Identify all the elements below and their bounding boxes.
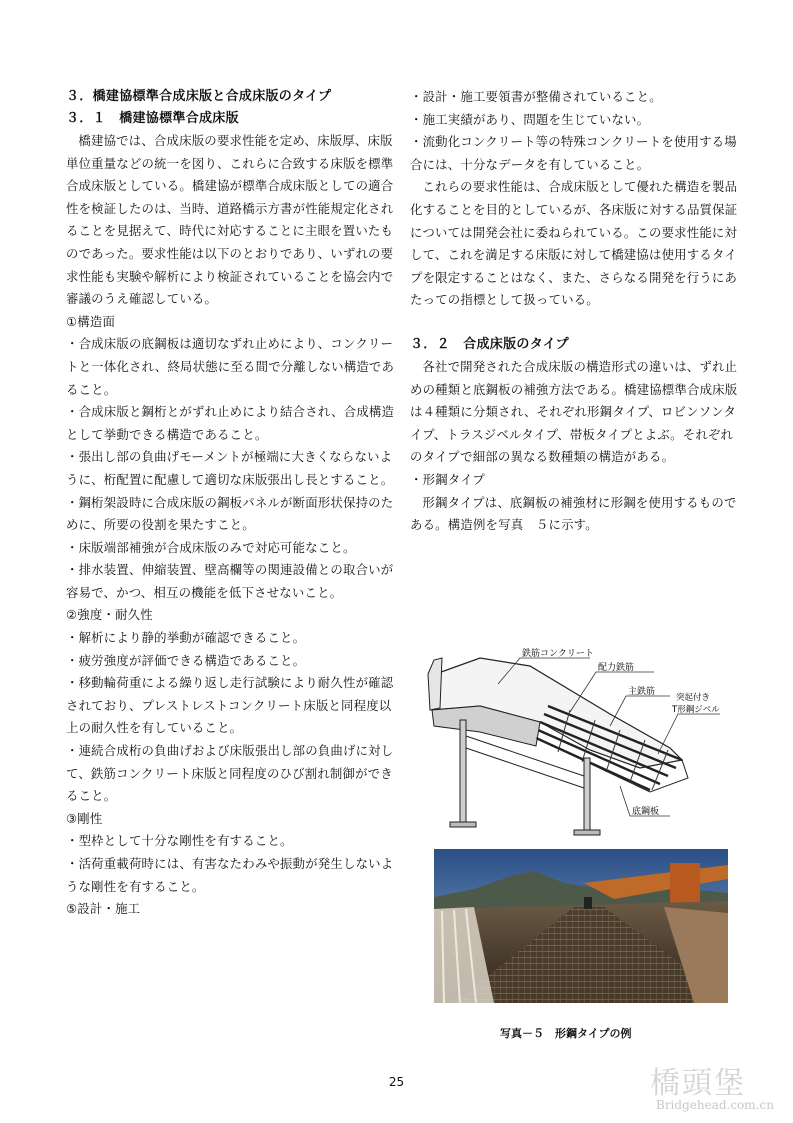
strength-item: ・連続合成桁の負曲げおよび床版張出し部の負曲げに対して、鉄筋コンクリート床版と同程度のひび割れ制御ができること。 <box>66 743 394 804</box>
label-stud-1: 突起付き <box>676 693 711 703</box>
page-number: 25 <box>388 1075 405 1089</box>
label-bottom-plate: 底鋼板 <box>632 807 660 817</box>
right-column <box>410 86 740 537</box>
label-distribution-rebar: 配力鉄筋 <box>598 663 635 673</box>
types-paragraph: 各社で開発された合成床版の構造形式の違いは、ずれ止めの種類と底鋼板の補強方法である。橋建協標準合成床版は４種類に分類され、それぞれ形鋼タイプ、ロビンソンタイプ、トラスジベルタイプ、帯板タイプとよぶ。それぞれのタイプで細部の異なる数種類の構造がある。 <box>410 358 738 465</box>
strength-item: ・疲労強度が評価できる構造であること。 <box>66 652 306 668</box>
structure-item: ・排水装置、伸縮装置、壁高欄等の関連設備との取合いが容易で、かつ、相互の機能を低下させないこと。 <box>66 562 394 600</box>
slab-structure-drawing <box>420 636 740 838</box>
structure-title: ①構造面 <box>66 313 116 329</box>
watermark-chinese: 橋頭堡 <box>650 1066 746 1101</box>
shape-steel-type-paragraph: 形鋼タイプは、底鋼板の補強材に形鋼を使用するものである。構造例を写真 ５に示す。 <box>410 494 737 533</box>
photo-svg <box>434 849 728 1003</box>
label-concrete: 鉄筋コンクリート <box>522 649 594 659</box>
watermark <box>642 1058 788 1118</box>
design-item: ・施工実績があり、問題を生じていない。 <box>410 111 650 127</box>
label-stud-2: T形鋼ジベル <box>672 705 720 715</box>
shape-steel-type-title: ・形鋼タイプ <box>410 471 485 487</box>
design-title: ⑤設計・施工 <box>66 901 141 917</box>
label-main-rebar: 主鉄筋 <box>628 687 656 697</box>
design-item: ・設計・施工要領書が整備されていること。 <box>410 89 662 104</box>
structure-item: ・張出し部の負曲げモーメントが極端に大きくならないように、桁配置に配慮して適切な床版張出し長とすること。 <box>66 449 394 487</box>
intro-paragraph: 橋建協では、合成床版の要求性能を定め、床版厚、床版単位重量などの統一を図り、これらに合致する床版を標準合成床版としている。橋建協が標準合成床版としての適合性を検証したのは、当時、道路橋示方書が性能規定化されることを見据えて、時代に対応することに主眼を置いたものであった。要求性能は以下のとおりであり、いずれの要求性能も実験や解析により検証されていることを協会内で審議のうえ確認している。 <box>66 133 394 307</box>
section-3-2-heading: ３．２ 合成床版のタイプ <box>410 336 569 352</box>
structure-item: ・合成床版と鋼桁とがずれ止めにより結合され、合成構造として挙動できる構造であること。 <box>66 404 395 442</box>
structure-item: ・床版端部補強が合成床版のみで対応可能なこと。 <box>66 539 356 555</box>
strength-item: ・移動輪荷重による繰り返し走行試験により耐久性が確認されており、プレストレストコンクリート床版と同程度以上の耐久性を有していること。 <box>66 675 394 736</box>
strength-title: ②強度・耐久性 <box>66 607 153 623</box>
design-item: ・流動化コンクリート等の特殊コンクリートを使用する場合には、十分なデータを有していること。 <box>410 134 737 172</box>
structure-item: ・鋼桁架設時に合成床版の鋼板パネルが断面形状保持のために、所要の役割を果たすこと。 <box>66 494 394 533</box>
section-3-1-heading: ３．１ 橋建協標準合成床版 <box>66 111 239 126</box>
rigidity-title: ③剛性 <box>66 810 103 826</box>
rigidity-item: ・活荷重載荷時には、有害なたわみや振動が発生しないような剛性を有すること。 <box>66 856 394 894</box>
watermark-english: Bridgehead.com.cn <box>656 1098 774 1112</box>
construction-photo <box>434 849 728 1003</box>
spacer <box>410 312 740 334</box>
left-column <box>66 86 400 921</box>
photo-caption: 写真－５ 形鋼タイプの例 <box>500 1027 632 1040</box>
requirements-paragraph: これらの要求性能は、合成床版として優れた構造を製品化することを目的としているが、各床版に対する品質保証については開発会社に委ねられている。この要求性能に対して、これを満足する床版に対して橋建協は使用するタイプを限定することはなく、また、さらなる開発を行うにあたっての指標として扱っている。 <box>410 179 738 308</box>
structure-item: ・合成床版の底鋼板は適切なずれ止めにより、コンクリートと一体化され、終局状態に至る間で分離しない構造であること。 <box>66 336 395 397</box>
slab-drawing-svg <box>420 636 740 838</box>
section-3-heading: ３．橋建協標準合成床版と合成床版のタイプ <box>66 89 332 104</box>
rigidity-item: ・型枠として十分な剛性を有すること。 <box>66 833 293 849</box>
strength-item: ・解析により静的挙動が確認できること。 <box>66 630 306 646</box>
